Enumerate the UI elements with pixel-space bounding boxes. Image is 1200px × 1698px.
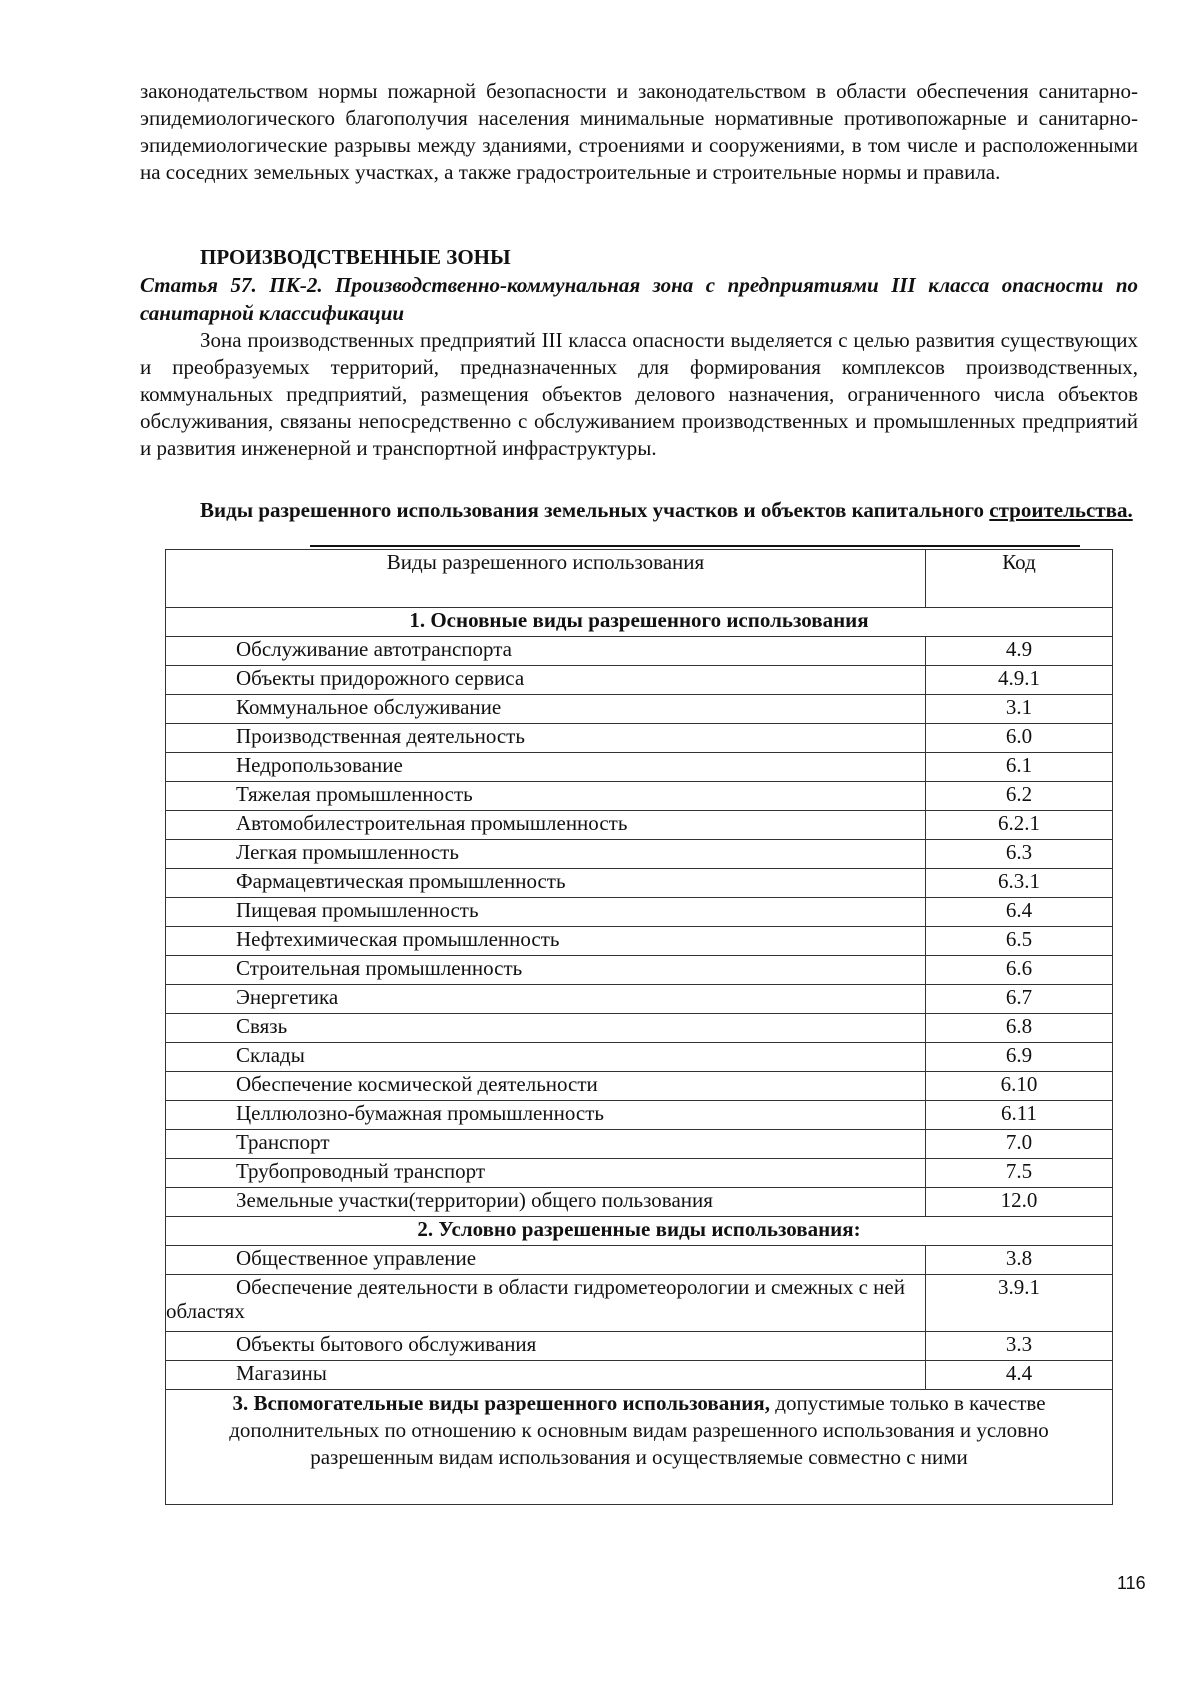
use-code-cell: 6.4 xyxy=(926,898,1113,927)
use-name-cell: Тяжелая промышленность xyxy=(166,782,926,811)
table-row xyxy=(166,695,1113,724)
section-1-title: 1. Основные виды разрешенного использования xyxy=(166,608,1113,637)
use-name-cell: Трубопроводный транспорт xyxy=(166,1159,926,1188)
use-name-cell: Легкая промышленность xyxy=(166,840,926,869)
use-code-cell: 6.6 xyxy=(926,956,1113,985)
use-name-cell: Недропользование xyxy=(166,753,926,782)
use-code-cell: 4.4 xyxy=(926,1361,1113,1390)
intro-paragraph: законодательством нормы пожарной безопасности и законодательством в области обеспечения санитарно-эпидемиологического благополучия населения минимальные нормативные противопожарные и санитарно-эпидемиологические разрывы между зданиями, строениями и сооружениями, в том числе и расположенными на соседних земельных участках, а также градостроительные и строительные нормы и правила. xyxy=(140,79,1138,184)
use-name-cell: Магазины xyxy=(166,1361,926,1390)
use-name-cell: Пищевая промышленность xyxy=(166,898,926,927)
table-row xyxy=(166,1159,1113,1188)
header-code-cell: Код xyxy=(926,550,1113,608)
types-heading-part2: строительства. xyxy=(989,498,1133,522)
use-code-cell: 6.2.1 xyxy=(926,811,1113,840)
table-row xyxy=(166,1130,1113,1159)
use-code-cell: 6.7 xyxy=(926,985,1113,1014)
use-name-cell: Связь xyxy=(166,1014,926,1043)
table-row xyxy=(166,1014,1113,1043)
zone-description: Зона производственных предприятий III класса опасности выделяется с целью развития существующих и преобразуемых территорий, предназначенных для формирования комплексов производственных, коммунальных предприятий, размещения объектов делового назначения, ограниченного числа объектов обслуживания, связаны непосредственно с обслуживанием производственных и промышленных предприятий и развития инженерной и транспортной инфраструктуры. xyxy=(140,328,1138,460)
use-code-cell: 3.9.1 xyxy=(926,1275,1113,1332)
table-row xyxy=(166,753,1113,782)
table-row xyxy=(166,1188,1113,1217)
table-row xyxy=(166,782,1113,811)
use-name-cell: Энергетика xyxy=(166,985,926,1014)
section-2-title: 2. Условно разрешенные виды использования: xyxy=(166,1217,1113,1246)
types-heading xyxy=(140,496,1138,524)
heading-underline-rule xyxy=(310,545,1080,547)
table-row xyxy=(166,985,1113,1014)
table-row xyxy=(166,1246,1113,1275)
use-name-cell: Автомобилестроительная промышленность xyxy=(166,811,926,840)
use-code-cell: 6.2 xyxy=(926,782,1113,811)
section-3-cell xyxy=(166,1390,1113,1505)
use-code-cell: 6.8 xyxy=(926,1014,1113,1043)
use-code-cell: 6.9 xyxy=(926,1043,1113,1072)
use-name-cell: Обеспечение деятельности в области гидрометеорологии и смежных с ней областях xyxy=(166,1275,926,1332)
table-row xyxy=(166,637,1113,666)
table-row xyxy=(166,1101,1113,1130)
table-row xyxy=(166,1332,1113,1361)
types-heading-part1: Виды разрешенного использования земельных участков и объектов капитального xyxy=(200,498,985,522)
section-3-description: допустимые только в качестве дополнительных по отношению к основным видам разрешенного использования и условно разрешенным видам использования и осуществляемые совместно с ними xyxy=(229,1391,1049,1469)
use-code-cell: 4.9.1 xyxy=(926,666,1113,695)
use-code-cell: 6.10 xyxy=(926,1072,1113,1101)
table-row xyxy=(166,1361,1113,1390)
use-code-cell: 6.1 xyxy=(926,753,1113,782)
section-1-row xyxy=(166,608,1113,637)
table-row xyxy=(166,956,1113,985)
use-code-cell: 3.1 xyxy=(926,695,1113,724)
use-code-cell: 12.0 xyxy=(926,1188,1113,1217)
table-row xyxy=(166,666,1113,695)
use-code-cell: 3.3 xyxy=(926,1332,1113,1361)
use-code-cell: 6.5 xyxy=(926,927,1113,956)
table-row xyxy=(166,898,1113,927)
use-code-cell: 6.0 xyxy=(926,724,1113,753)
use-name-cell: Строительная промышленность xyxy=(166,956,926,985)
table-row xyxy=(166,1275,1113,1332)
permitted-uses-table xyxy=(165,549,1113,1505)
use-code-cell: 6.3.1 xyxy=(926,869,1113,898)
use-name-cell: Склады xyxy=(166,1043,926,1072)
use-code-cell: 4.9 xyxy=(926,637,1113,666)
table-row xyxy=(166,1072,1113,1101)
use-code-cell: 6.3 xyxy=(926,840,1113,869)
use-code-cell: 7.5 xyxy=(926,1159,1113,1188)
table-header-row xyxy=(166,550,1113,608)
use-code-cell: 3.8 xyxy=(926,1246,1113,1275)
use-name-cell: Коммунальное обслуживание xyxy=(166,695,926,724)
use-name-cell: Общественное управление xyxy=(166,1246,926,1275)
table-row xyxy=(166,869,1113,898)
page-number: 116 xyxy=(1117,1573,1146,1593)
article-title: Статья 57. ПК-2. Производственно-коммунальная зона с предприятиями III класса опасности по санитарной классификации xyxy=(140,273,1138,325)
zone-heading: ПРОИЗВОДСТВЕННЫЕ ЗОНЫ xyxy=(200,245,511,269)
section-3-row xyxy=(166,1390,1113,1505)
use-name-cell: Обеспечение космической деятельности xyxy=(166,1072,926,1101)
use-name-cell: Объекты придорожного сервиса xyxy=(166,666,926,695)
table-row xyxy=(166,840,1113,869)
use-name-cell: Земельные участки(территории) общего пользования xyxy=(166,1188,926,1217)
use-name-cell: Транспорт xyxy=(166,1130,926,1159)
use-name-cell: Производственная деятельность xyxy=(166,724,926,753)
table-row xyxy=(166,811,1113,840)
use-name-cell: Нефтехимическая промышленность xyxy=(166,927,926,956)
use-name-cell: Объекты бытового обслуживания xyxy=(166,1332,926,1361)
use-code-cell: 7.0 xyxy=(926,1130,1113,1159)
use-name-cell: Целлюлозно-бумажная промышленность xyxy=(166,1101,926,1130)
table-row xyxy=(166,724,1113,753)
header-name-cell: Виды разрешенного использования xyxy=(166,550,926,608)
use-code-cell: 6.11 xyxy=(926,1101,1113,1130)
use-name-cell: Обслуживание автотранспорта xyxy=(166,637,926,666)
section-2-row xyxy=(166,1217,1113,1246)
use-name-cell: Фармацевтическая промышленность xyxy=(166,869,926,898)
table-row xyxy=(166,927,1113,956)
section-3-title: 3. Вспомогательные виды разрешенного использования, xyxy=(232,1391,771,1415)
table-row xyxy=(166,1043,1113,1072)
